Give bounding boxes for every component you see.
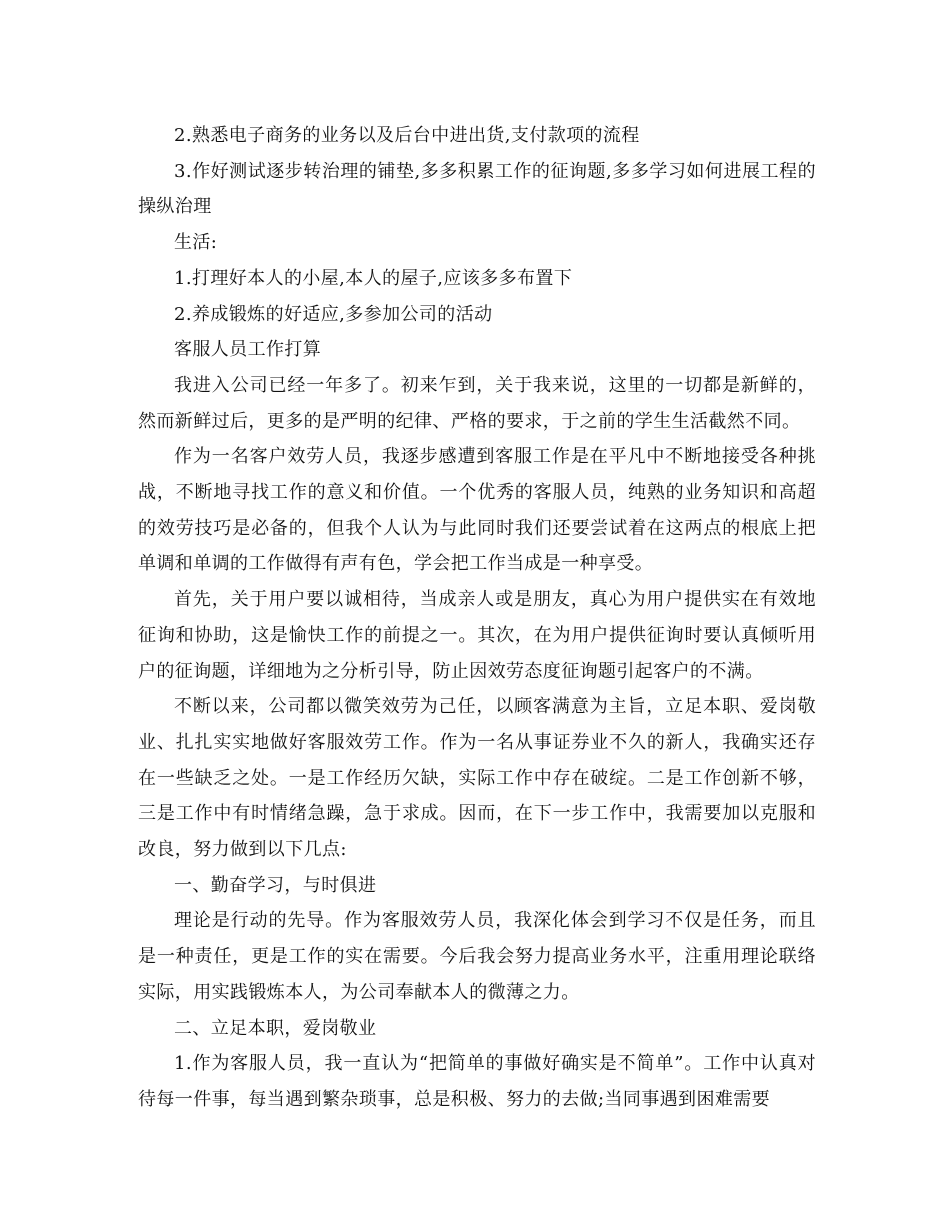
paragraph-sincerity-to-users: 首先，关于用户要以诚相待，当成亲人或是朋友，真心为用户提供实在有效地征询和协助，这是愉快工作的前提之一。其次，在为用户提供征询时要认真倾听用户的征询题，详细地为之分析引导，防止因效劳态度征询题引起客户的不满。: [138, 589, 816, 682]
list-item-testing-groundwork: 3.作好测试逐步转治理的铺垫,多多积累工作的征询题,多多学习如何进展工程的操纵治理: [138, 160, 816, 218]
section-title-work-plan: 客服人员工作打算: [174, 339, 322, 361]
list-item-familiarize-ecommerce: 2.熟悉电子商务的业务以及后台中进出货,支付款项的流程: [174, 125, 640, 146]
list-item-tidy-room: 1.打理好本人的小屋,本人的屋子,应该多多布置下: [174, 267, 573, 289]
heading-diligent-study: 一、勤奋学习，与时俱进: [174, 874, 377, 896]
section-heading-life: 生活:: [174, 232, 218, 254]
list-item-exercise-habit: 2.养成锻炼的好适应,多参加公司的活动: [174, 303, 493, 325]
document-body: [138, 118, 816, 1118]
paragraph-joined-company: 我进入公司已经一年多了。初来乍到，关于我来说，这里的一切都是新鲜的，然而新鲜过后，更多的是严明的纪律、严格的要求，于之前的学生生活截然不同。: [138, 374, 816, 432]
paragraph-do-simple-things-well: 1.作为客服人员，我一直认为“把简单的事做好确实是不简单”。工作中认真对待每一件事，每当遇到繁杂琐事，总是积极、努力的去做;当同事遇到困难需要: [138, 1053, 816, 1110]
paragraph-theory-guides-action: 理论是行动的先导。作为客服效劳人员，我深化体会到学习不仅是任务，而且是一种责任，更是工作的实在需要。今后我会努力提高业务水平，注重用理论联络实际，用实践锻炼本人，为公司奉献本人的微薄之力。: [138, 910, 816, 1003]
paragraph-customer-service-role: 作为一名客户效劳人员，我逐步感遭到客服工作是在平凡中不断地接受各种挑战，不断地寻找工作的意义和价值。一个优秀的客服人员，纯熟的业务知识和高超的效劳技巧是必备的，但我个人认为与此同时我们还要尝试着在这两点的根底上把单调和单调的工作做得有声有色，学会把工作当成是一种享受。: [138, 446, 816, 575]
paragraph-shortcomings: 不断以来，公司都以微笑效劳为己任，以顾客满意为主旨，立足本职、爱岗敬业、扎扎实实地做好客服效劳工作。作为一名从事证券业不久的新人，我确实还存在一些缺乏之处。一是工作经历欠缺，实际工作中存在破绽。二是工作创新不够，三是工作中有时情绪急躁，急于求成。因而，在下一步工作中，我需要加以克服和改良，努力做到以下几点:: [138, 696, 816, 861]
heading-dedicated-to-job: 二、立足本职，爱岗敬业: [174, 1017, 377, 1039]
